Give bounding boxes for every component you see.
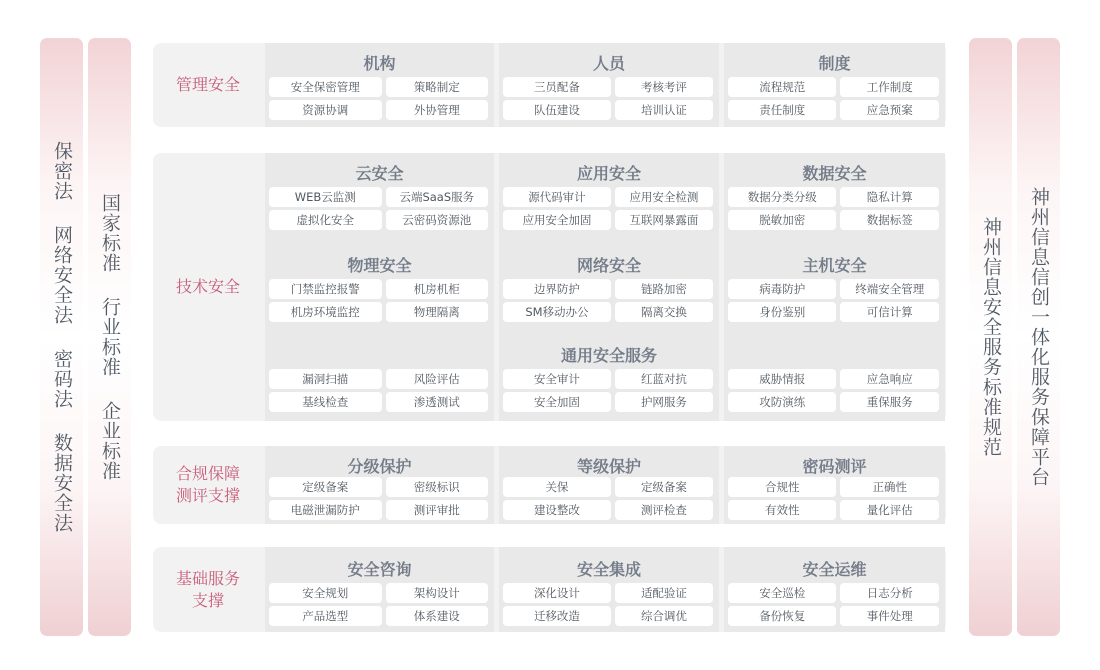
service-chip: 终端安全管理 — [840, 279, 939, 299]
service-chip: 基线检查 — [269, 392, 382, 412]
pillar-item: 网络安全法 — [51, 225, 73, 325]
service-chip: 合规性 — [728, 477, 836, 497]
group-title: 人员 — [592, 54, 625, 73]
service-chip: 应急预案 — [840, 100, 939, 120]
service-chip: 密级标识 — [386, 477, 488, 497]
section-2 — [153, 446, 946, 524]
pillar-item: 企业标准 — [99, 401, 121, 481]
service-group — [724, 446, 945, 530]
service-group — [265, 245, 494, 329]
chip-grid — [269, 77, 488, 120]
service-group — [724, 549, 945, 633]
pillar-text — [1029, 187, 1048, 487]
group-title: 安全咨询 — [347, 560, 412, 579]
service-chip: 安全巡检 — [728, 583, 836, 603]
chip-grid — [503, 477, 713, 520]
chip-grid — [728, 279, 939, 322]
service-group — [724, 335, 945, 419]
chip-grid — [503, 369, 713, 412]
service-chip: 数据分类分级 — [728, 187, 836, 207]
service-group — [265, 446, 494, 530]
group-title: 安全运维 — [802, 560, 867, 579]
group-title: 分级保护 — [347, 457, 412, 476]
service-chip: 定级备案 — [615, 477, 713, 497]
chip-grid — [269, 583, 488, 626]
standard-pillar — [1017, 38, 1060, 636]
pillar-item: 神州信息信创一体化服务保障平台 — [1028, 187, 1050, 487]
service-chip: 安全规划 — [269, 583, 382, 603]
service-chip: 安全保密管理 — [269, 77, 382, 97]
section-label: 合规保障 测评支撑 — [175, 464, 240, 505]
pillar-item: 数据安全法 — [51, 433, 73, 533]
service-chip: 定级备案 — [269, 477, 382, 497]
service-chip: 量化评估 — [840, 500, 939, 520]
service-group — [265, 153, 494, 237]
group-title: 安全集成 — [576, 560, 641, 579]
service-chip: 流程规范 — [728, 77, 836, 97]
section-label: 管理安全 — [175, 75, 240, 94]
chip-grid — [503, 77, 713, 120]
group-title: 应用安全 — [576, 164, 641, 183]
service-chip: 安全加固 — [503, 392, 611, 412]
service-chip: 源代码审计 — [503, 187, 611, 207]
regulation-pillar — [88, 38, 131, 636]
service-chip: 重保服务 — [840, 392, 939, 412]
service-chip: 脱敏加密 — [728, 210, 836, 230]
service-group — [265, 43, 494, 127]
service-chip: 护网服务 — [615, 392, 713, 412]
chip-grid — [728, 369, 939, 412]
service-chip: 物理隔离 — [386, 302, 488, 322]
pillar-item: 国家标准 — [99, 193, 121, 273]
service-group — [724, 153, 945, 237]
service-chip: 测评检查 — [615, 500, 713, 520]
service-group — [499, 549, 719, 633]
pillar-text — [981, 217, 1000, 457]
chip-grid — [728, 477, 939, 520]
group-title: 云安全 — [355, 164, 404, 183]
service-group — [265, 549, 494, 633]
service-chip: 迁移改造 — [503, 606, 611, 626]
service-group — [724, 43, 945, 127]
service-chip: 策略制定 — [386, 77, 488, 97]
service-chip: 链路加密 — [615, 279, 713, 299]
service-group — [499, 446, 719, 530]
service-chip: 深化设计 — [503, 583, 611, 603]
service-chip: 日志分析 — [840, 583, 939, 603]
service-chip: 外协管理 — [386, 100, 488, 120]
group-title: 机构 — [363, 54, 396, 73]
section-label: 技术安全 — [175, 277, 240, 296]
service-chip: 身份鉴别 — [728, 302, 836, 322]
service-chip: 病毒防护 — [728, 279, 836, 299]
chip-grid — [728, 77, 939, 120]
group-title: 数据安全 — [802, 164, 867, 183]
chip-grid — [503, 187, 713, 230]
chip-grid — [269, 279, 488, 322]
service-chip: 资源协调 — [269, 100, 382, 120]
pillar-text — [100, 193, 119, 481]
standard-pillar — [969, 38, 1012, 636]
chip-grid — [503, 279, 713, 322]
service-chip: 责任制度 — [728, 100, 836, 120]
group-title: 通用安全服务 — [560, 346, 657, 365]
service-chip: 有效性 — [728, 500, 836, 520]
service-chip: 隐私计算 — [840, 187, 939, 207]
service-chip: 可信计算 — [840, 302, 939, 322]
service-chip: 互联网暴露面 — [615, 210, 713, 230]
service-chip: 产品选型 — [269, 606, 382, 626]
service-chip: 考核考评 — [615, 77, 713, 97]
service-group — [265, 335, 494, 419]
service-chip: 测评审批 — [386, 500, 488, 520]
service-chip: 关保 — [503, 477, 611, 497]
service-chip: 机房机柜 — [386, 279, 488, 299]
chip-grid — [728, 187, 939, 230]
group-title: 网络安全 — [576, 256, 641, 275]
service-chip: 数据标签 — [840, 210, 939, 230]
service-chip: 攻防演练 — [728, 392, 836, 412]
service-chip: 安全审计 — [503, 369, 611, 389]
pillar-item: 密码法 — [51, 349, 73, 409]
group-title: 主机安全 — [802, 256, 867, 275]
service-chip: 工作制度 — [840, 77, 939, 97]
pillar-item: 保密法 — [51, 141, 73, 201]
group-title: 制度 — [818, 54, 851, 73]
service-chip: 备份恢复 — [728, 606, 836, 626]
service-chip: 三员配备 — [503, 77, 611, 97]
service-group — [499, 335, 719, 419]
service-chip: 边界防护 — [503, 279, 611, 299]
section-3 — [153, 547, 946, 632]
service-chip: 隔离交换 — [615, 302, 713, 322]
section-0 — [153, 43, 946, 127]
service-chip: 机房环境监控 — [269, 302, 382, 322]
service-chip: 事件处理 — [840, 606, 939, 626]
service-chip: WEB云监测 — [269, 187, 382, 207]
service-group — [724, 245, 945, 329]
regulation-pillar — [40, 38, 83, 636]
service-group — [499, 153, 719, 237]
service-chip: 红蓝对抗 — [615, 369, 713, 389]
service-chip: 云密码资源池 — [386, 210, 488, 230]
service-chip: SM移动办公 — [503, 302, 611, 322]
service-chip: 建设整改 — [503, 500, 611, 520]
service-chip: 电磁泄漏防护 — [269, 500, 382, 520]
pillar-item: 神州信息安全服务标准规范 — [980, 217, 1002, 457]
service-chip: 漏洞扫描 — [269, 369, 382, 389]
chip-grid — [269, 369, 488, 412]
chip-grid — [728, 583, 939, 626]
service-chip: 队伍建设 — [503, 100, 611, 120]
service-chip: 威胁情报 — [728, 369, 836, 389]
service-chip: 应用安全检测 — [615, 187, 713, 207]
service-chip: 综合调优 — [615, 606, 713, 626]
section-label: 基础服务 支撑 — [175, 568, 240, 610]
pillar-text — [52, 141, 71, 533]
service-chip: 虚拟化安全 — [269, 210, 382, 230]
service-chip: 渗透测试 — [386, 392, 488, 412]
service-chip: 应急响应 — [840, 369, 939, 389]
service-chip: 云端SaaS服务 — [386, 187, 488, 207]
group-title: 密码测评 — [802, 457, 867, 476]
group-title: 物理安全 — [347, 256, 412, 275]
service-chip: 应用安全加固 — [503, 210, 611, 230]
chip-grid — [503, 583, 713, 626]
chip-grid — [269, 187, 488, 230]
service-chip: 架构设计 — [386, 583, 488, 603]
service-chip: 培训认证 — [615, 100, 713, 120]
service-chip: 体系建设 — [386, 606, 488, 626]
service-chip: 正确性 — [840, 477, 939, 497]
pillar-item: 行业标准 — [99, 297, 121, 377]
service-chip: 适配验证 — [615, 583, 713, 603]
service-chip: 风险评估 — [386, 369, 488, 389]
chip-grid — [269, 477, 488, 520]
group-title: 等级保护 — [576, 457, 641, 476]
section-1 — [153, 153, 946, 421]
service-chip: 门禁监控报警 — [269, 279, 382, 299]
service-group — [499, 245, 719, 329]
service-group — [499, 43, 719, 127]
